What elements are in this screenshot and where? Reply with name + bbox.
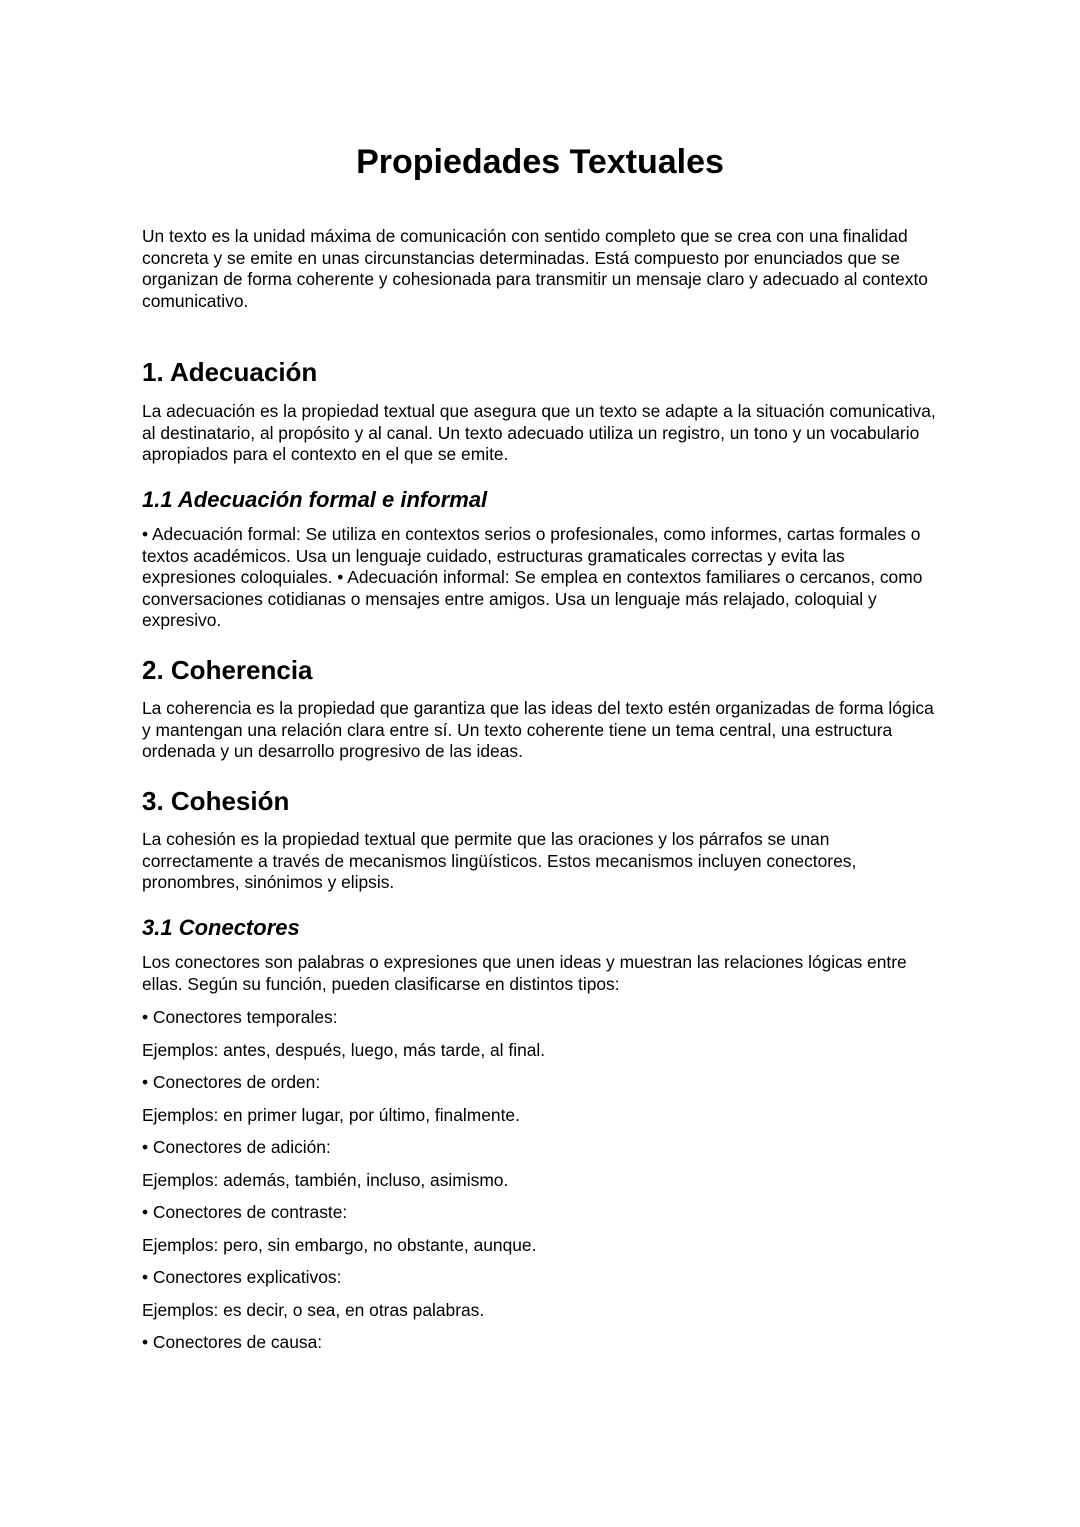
list-item: Ejemplos: en primer lugar, por último, finalmente. [142,1105,520,1125]
paragraph-coherencia: La coherencia es la propiedad que garantiza que las ideas del texto estén organizadas de forma lógica y mantengan una relación clara entre sí. Un texto coherente tiene un tema central, una estructura ordenada y un desarrollo progresivo de las ideas. [142,698,934,762]
paragraph-conectores: Los conectores son palabras o expresiones que unen ideas y muestran las relaciones lógicas entre ellas. Según su función, pueden clasificarse en distintos tipos: [142,952,907,994]
list-item: • Conectores temporales: [142,1007,338,1027]
list-item: • Conectores de orden: [142,1072,321,1092]
list-item: Ejemplos: antes, después, luego, más tarde, al final. [142,1040,546,1060]
intro-paragraph: Un texto es la unidad máxima de comunicación con sentido completo que se crea con una finalidad concreta y se emite en unas circunstancias determinadas. Está compuesto por enunciados que se organizan de forma coherente y cohesionada para transmitir un mensaje claro y adecuado al contexto comunicativo. [142,226,928,311]
list-item: Ejemplos: es decir, o sea, en otras palabras. [142,1300,485,1320]
heading-cohesion: 3. Cohesión [142,786,290,816]
subheading-conectores: 3.1 Conectores [142,915,300,940]
list-item: • Conectores de causa: [142,1332,323,1352]
subheading-adecuacion-formal-informal: 1.1 Adecuación formal e informal [142,487,488,512]
paragraph-cohesion: La cohesión es la propiedad textual que permite que las oraciones y los párrafos se unan correctamente a través de mecanismos lingüísticos. Estos mecanismos incluyen conectores, pronombres, sinónimos y elipsis. [142,829,857,893]
list-item: • Conectores de contraste: [142,1202,348,1222]
list-item: • Conectores de adición: [142,1137,331,1157]
list-item: Ejemplos: pero, sin embargo, no obstante, aunque. [142,1235,537,1255]
page-title: Propiedades Textuales [356,143,724,181]
paragraph-adecuacion-formal-informal: • Adecuación formal: Se utiliza en contextos serios o profesionales, como informes, cartas formales o textos académicos. Usa un lenguaje cuidado, estructuras gramaticales correctas y evita las expresiones coloquiales. • Adecuación informal: Se emplea en contextos familiares o cercanos, como conversaciones cotidianas o mensajes entre amigos. Usa un lenguaje más relajado, coloquial y expresivo. [142,524,923,631]
list-item: • Conectores explicativos: [142,1267,342,1287]
paragraph-adecuacion: La adecuación es la propiedad textual que asegura que un texto se adapte a la situación comunicativa, al destinatario, al propósito y al canal. Un texto adecuado utiliza un registro, un tono y un vocabulario apropiados para el contexto en el que se emite. [142,401,936,465]
heading-coherencia: 2. Coherencia [142,655,313,685]
list-item: Ejemplos: además, también, incluso, asimismo. [142,1170,509,1190]
heading-adecuacion: 1. Adecuación [142,357,318,387]
